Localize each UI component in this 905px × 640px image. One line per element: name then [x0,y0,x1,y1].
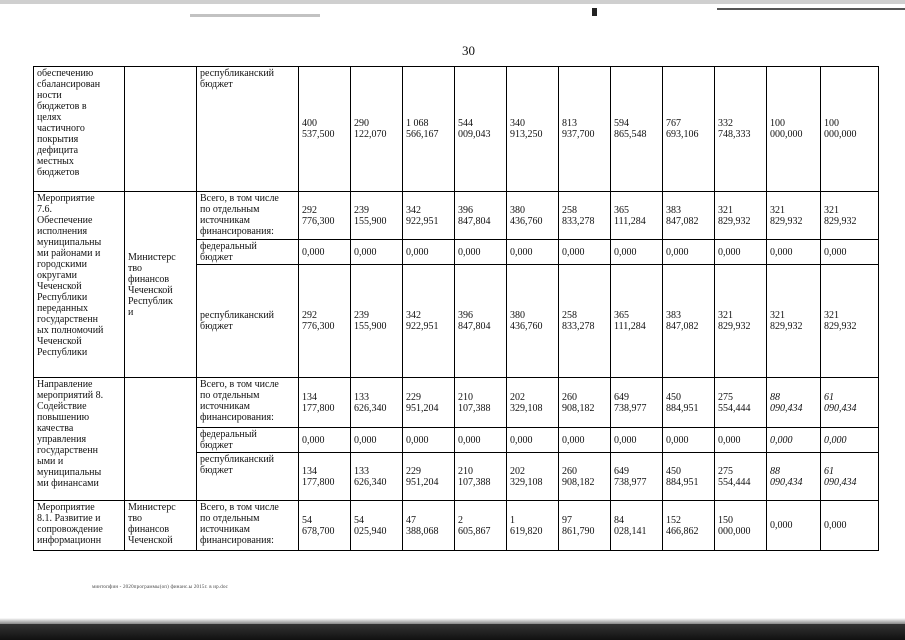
value-cell: 0,000 [559,240,611,265]
value-cell: 0,000 [663,240,715,265]
value-cell: 54 678,700 [299,501,351,551]
table-row [34,67,879,192]
table-row [34,378,879,428]
value-cell: 202 329,108 [507,453,559,501]
value-cell: 210 107,388 [455,378,507,428]
value-cell: 292 776,300 [299,192,351,240]
value-cell: 0,000 [767,240,821,265]
value-cell: 380 436,760 [507,265,559,378]
value-cell: 321 829,932 [821,192,879,240]
value-cell: 767 693,106 [663,67,715,192]
value-cell: 0,000 [299,428,351,453]
value-cell: 0,000 [611,428,663,453]
value-cell: 133 626,340 [351,453,403,501]
value-cell: 134 177,800 [299,378,351,428]
value-cell: 400 537,500 [299,67,351,192]
executor-cell: Министерс тво финансов Чеченской Республик и [125,192,197,378]
value-cell: 202 329,108 [507,378,559,428]
value-cell: 0,000 [821,501,879,551]
value-cell: 84 028,141 [611,501,663,551]
value-cell: 61 090,434 [821,453,879,501]
value-cell: 321 829,932 [821,265,879,378]
value-cell: 0,000 [715,240,767,265]
value-cell: 88 090,434 [767,453,821,501]
value-cell: 0,000 [821,428,879,453]
value-cell: 450 884,951 [663,453,715,501]
scan-edge-top [0,0,905,4]
activity-name-cell: Направление мероприятий 8. Содействие повышению качества управления государственн ыми и муниципальны ми финансами [34,378,125,501]
value-cell: 0,000 [455,428,507,453]
value-cell: 134 177,800 [299,453,351,501]
table-row [34,192,879,240]
value-cell: 0,000 [821,240,879,265]
value-cell: 0,000 [351,428,403,453]
funding-source-cell: федеральный бюджет [197,428,299,453]
value-cell: 229 951,204 [403,378,455,428]
funding-source-cell: республиканский бюджет [197,265,299,378]
table-row [34,501,879,551]
funding-source-cell: федеральный бюджет [197,240,299,265]
value-cell: 1 619,820 [507,501,559,551]
value-cell: 239 155,900 [351,192,403,240]
value-cell: 150 000,000 [715,501,767,551]
value-cell: 383 847,082 [663,265,715,378]
value-cell: 133 626,340 [351,378,403,428]
value-cell: 47 388,068 [403,501,455,551]
value-cell: 0,000 [767,501,821,551]
value-cell: 365 111,284 [611,265,663,378]
activity-name-cell: Мероприятие 7.6. Обеспечение исполнения муниципальны ми районами и городскими округами Чеченской Республики переданных государственн ых полномочий Чеченской Республики [34,192,125,378]
value-cell: 0,000 [403,240,455,265]
footer-file-path: минтопфин - 2020программы(оп) финанс.ы 2015г. в иp.doc [92,585,229,590]
value-cell: 2 605,867 [455,501,507,551]
value-cell: 332 748,333 [715,67,767,192]
value-cell: 594 865,548 [611,67,663,192]
executor-cell [125,378,197,501]
value-cell: 380 436,760 [507,192,559,240]
value-cell: 0,000 [299,240,351,265]
funding-source-cell: Всего, в том числе по отдельным источникам финансирования: [197,378,299,428]
budget-table [33,66,879,551]
value-cell: 275 554,444 [715,453,767,501]
value-cell: 365 111,284 [611,192,663,240]
value-cell: 813 937,700 [559,67,611,192]
funding-source-cell: республиканский бюджет [197,67,299,192]
value-cell: 649 738,977 [611,453,663,501]
executor-cell [125,67,197,192]
executor-cell: Министерс тво финансов Чеченской [125,501,197,551]
page-number: 30 [462,43,475,58]
value-cell: 450 884,951 [663,378,715,428]
value-cell: 260 908,182 [559,378,611,428]
value-cell: 0,000 [455,240,507,265]
value-cell: 275 554,444 [715,378,767,428]
value-cell: 321 829,932 [715,192,767,240]
value-cell: 321 829,932 [767,265,821,378]
value-cell: 61 090,434 [821,378,879,428]
value-cell: 0,000 [507,428,559,453]
value-cell: 290 122,070 [351,67,403,192]
value-cell: 260 908,182 [559,453,611,501]
value-cell: 0,000 [767,428,821,453]
value-cell: 649 738,977 [611,378,663,428]
value-cell: 229 951,204 [403,453,455,501]
value-cell: 258 833,278 [559,265,611,378]
funding-source-cell: Всего, в том числе по отдельным источникам финансирования: [197,192,299,240]
funding-source-cell: Всего, в том числе по отдельным источникам финансирования: [197,501,299,551]
value-cell: 0,000 [611,240,663,265]
activity-name-cell: обеспечению сбалансирован ности бюджетов в целях частичного покрытия дефицита местных бюджетов [34,67,125,192]
value-cell: 100 000,000 [821,67,879,192]
scan-line [717,8,905,10]
value-cell: 1 068 566,167 [403,67,455,192]
value-cell: 396 847,804 [455,265,507,378]
value-cell: 100 000,000 [767,67,821,192]
value-cell: 0,000 [351,240,403,265]
value-cell: 396 847,804 [455,192,507,240]
activity-name-cell: Мероприятие 8.1. Развитие и сопровождение информационн [34,501,125,551]
value-cell: 239 155,900 [351,265,403,378]
value-cell: 54 025,940 [351,501,403,551]
scan-smudge [190,14,320,17]
value-cell: 544 009,043 [455,67,507,192]
scan-mark [592,8,597,16]
value-cell: 258 833,278 [559,192,611,240]
value-cell: 88 090,434 [767,378,821,428]
funding-source-cell: республиканский бюджет [197,453,299,501]
value-cell: 383 847,082 [663,192,715,240]
value-cell: 0,000 [663,428,715,453]
value-cell: 97 861,790 [559,501,611,551]
value-cell: 340 913,250 [507,67,559,192]
value-cell: 0,000 [403,428,455,453]
value-cell: 152 466,862 [663,501,715,551]
value-cell: 292 776,300 [299,265,351,378]
value-cell: 0,000 [559,428,611,453]
scan-edge-bottom [0,624,905,640]
value-cell: 0,000 [715,428,767,453]
value-cell: 342 922,951 [403,192,455,240]
table-body [34,67,879,551]
value-cell: 321 829,932 [767,192,821,240]
value-cell: 0,000 [507,240,559,265]
value-cell: 210 107,388 [455,453,507,501]
value-cell: 342 922,951 [403,265,455,378]
value-cell: 321 829,932 [715,265,767,378]
